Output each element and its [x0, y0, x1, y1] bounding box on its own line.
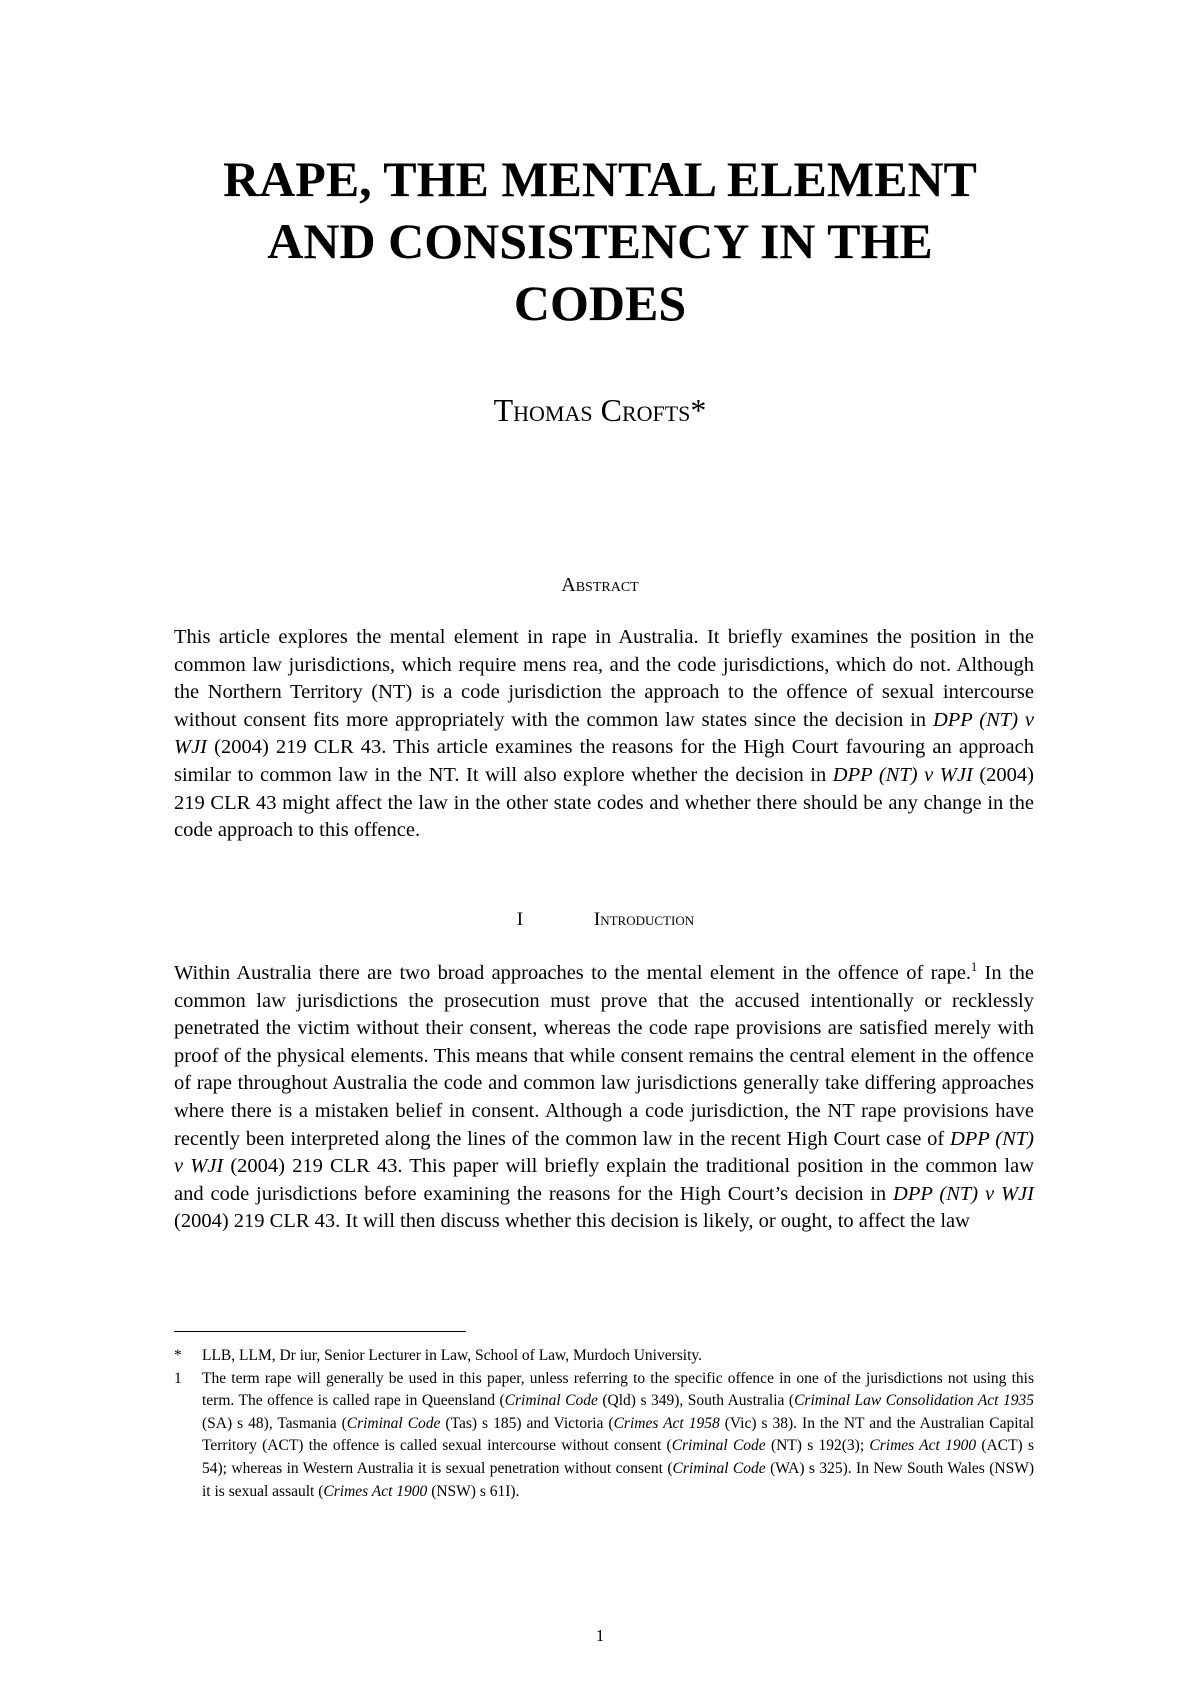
section-title: Introduction: [593, 909, 695, 930]
author-name: Thomas Crofts*: [493, 392, 707, 428]
title-line-1: RAPE, THE MENTAL ELEMENT: [223, 151, 977, 207]
section-number: I: [516, 909, 524, 930]
footnote-mark: 1: [174, 1369, 182, 1387]
case-citation: DPP (NT) v WJI: [174, 708, 1034, 759]
section-heading-introduction: [160, 908, 1040, 932]
case-citation: DPP (NT) v WJI: [832, 763, 973, 786]
title-line-2: AND CONSISTENCY IN THE: [267, 213, 933, 269]
title-line-3: CODES: [513, 275, 687, 331]
abstract-paragraph: This article explores the mental element in rape in Australia. It briefly examines the position in the common law jurisdictions, which require mens rea, and the code jurisdictions, which do not. Although the Northern Territory (NT) is a code jurisdiction the approach to the offence of sexual intercourse without consent fits more appropriately with the common law states since the decision in DPP (NT) v WJI (2004) 219 CLR 43. This article examines the reasons for the High Court favouring an approach similar to common law in the NT. It will also explore whether the decision in DPP (NT) v WJI (2004) 219 CLR 43 might affect the law in the other state codes and whether there should be any change in the code approach to this offence.: [174, 626, 1034, 842]
author-footnote-mark: *: [690, 392, 707, 428]
footnote-text: The term rape will generally be used in this paper, unless referring to the specific offence in one of the jurisdictions not using this term. The offence is called rape in Queensland (Criminal Code (Qld) s 349), South Australia (Criminal Law Consolidation Act 1935 (SA) s 48), Tasmania (Criminal Code (Tas) s 185) and Victoria (Crimes Act 1958 (Vic) s 38). In the NT and the Australian Capital Territory (ACT) the offence is called sexual intercourse without consent (Criminal Code (NT) s 192(3); Crimes Act 1900 (ACT) s 54); whereas in Western Australia it is sexual penetration without consent (Criminal Code (WA) s 325). In New South Wales (NSW) it is sexual assault (Crimes Act 1900 (NSW) s 61I).: [202, 1369, 1035, 1500]
case-citation: DPP (NT) v WJI: [174, 1127, 1034, 1178]
footnote-mark: *: [174, 1347, 182, 1364]
case-citation: DPP (NT) v WJI: [893, 1182, 1034, 1205]
article-title: [160, 148, 1040, 334]
footnote-reference-1[interactable]: 1: [971, 960, 978, 975]
footnotes: [174, 1345, 1034, 1503]
footnote-separator: [174, 1331, 466, 1332]
introduction-paragraph: Within Australia there are two broad approaches to the mental element in the offence of rape.$^1$ In the common law jurisdictions the prosecution must prove that the accused intentionally or recklessly penetrated the victim without their consent, whereas the code rape provisions are satisfied merely with proof of the physical elements. This means that while consent remains the central element in the offence of rape throughout Australia the code and common law jurisdictions generally take differing approaches where there is a mistaken belief in consent. Although a code jurisdiction, the NT rape provisions have recently been interpreted along the lines of the common law in the recent High Court case of DPP (NT) v WJI (2004) 219 CLR 43. This paper will briefly explain the traditional position in the common law and code jurisdictions before examining the reasons for the High Court’s decision in DPP (NT) v WJI (2004) 219 CLR 43. It will then discuss whether this decision is likely, or ought, to affect the law: [174, 960, 1035, 1233]
page-number: 1: [595, 1626, 605, 1645]
footnote-1: [174, 1368, 1034, 1504]
footnote-author: [174, 1345, 1034, 1368]
footnote-text: LLB, LLM, Dr iur, Senior Lecturer in Law, School of Law, Murdoch University.: [202, 1347, 702, 1364]
abstract-heading: Abstract: [561, 574, 639, 596]
